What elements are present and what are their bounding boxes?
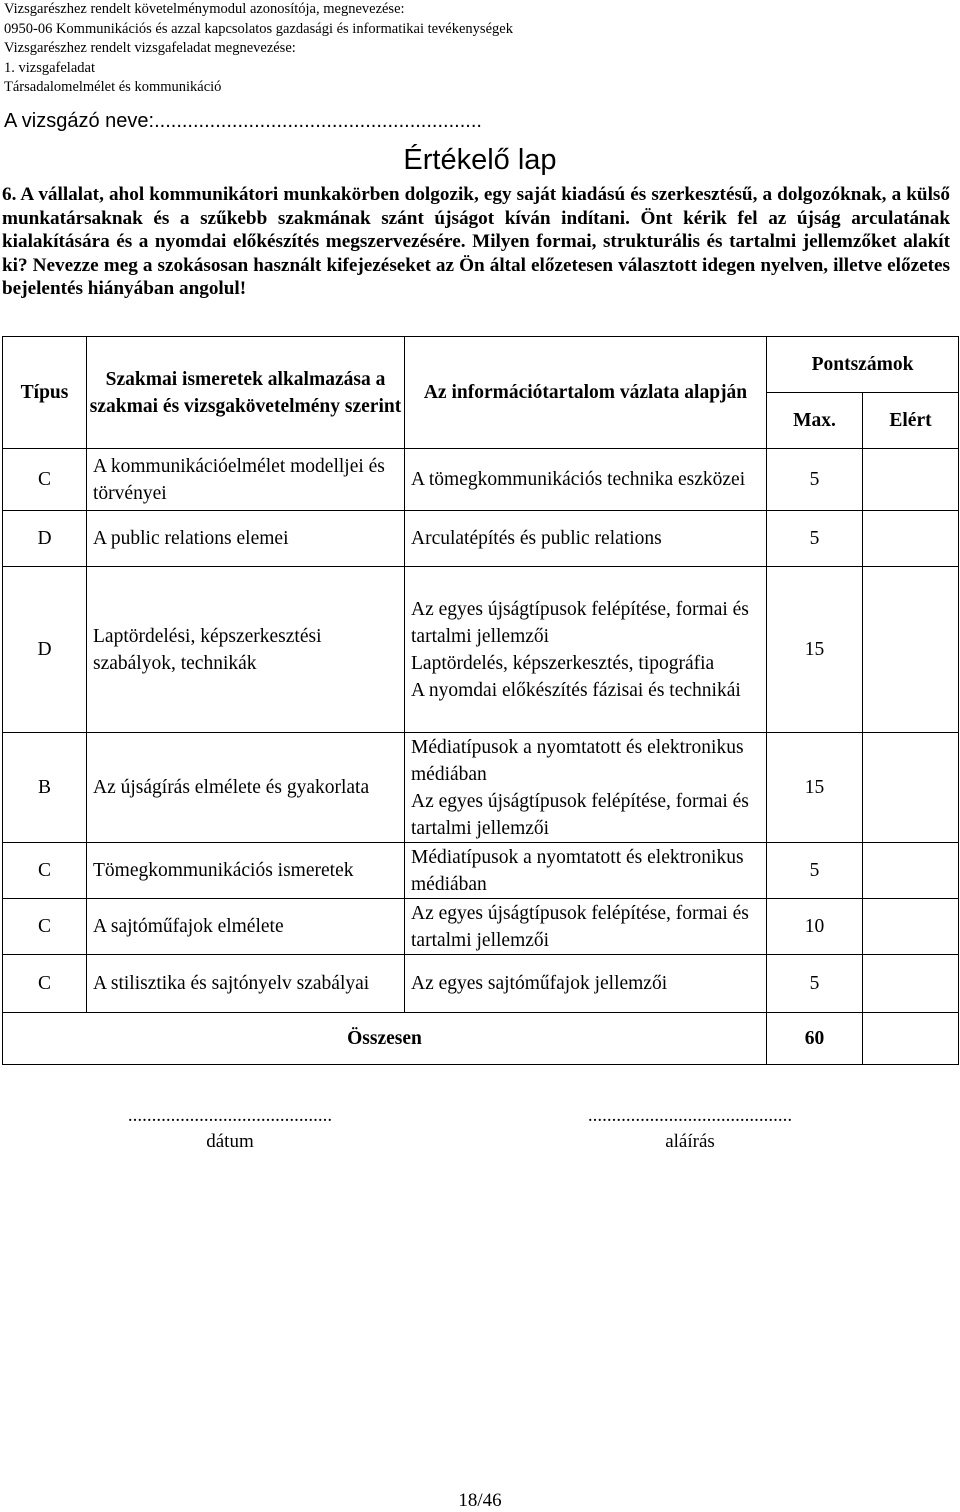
header-outline: Az információtartalom vázlata alapján [405, 337, 767, 449]
signature-block [540, 1103, 840, 1155]
cell-max: 5 [767, 449, 863, 511]
header-line: 1. vizsgafeladat [4, 59, 95, 76]
cell-type: C [3, 843, 87, 899]
outline-line: Az egyes újságtípusok felépítése, formai és tartalmi jellemzői [411, 598, 749, 647]
cell-knowledge: Az újságírás elmélete és gyakorlata [87, 733, 405, 843]
cell-knowledge: A sajtóműfajok elmélete [87, 899, 405, 955]
outline-line: Médiatípusok a nyomtatott és elektronikus médiában [411, 736, 744, 785]
cell-achieved [863, 733, 959, 843]
cell-outline: Az egyes sajtóműfajok jellemzői [405, 955, 767, 1013]
table-row [3, 567, 959, 733]
total-achieved [863, 1013, 959, 1065]
outline-line: Laptördelés, képszerkesztés, tipográfia [411, 652, 715, 674]
cell-achieved [863, 843, 959, 899]
date-dots: ........................................... [127, 1105, 333, 1126]
header-points: Pontszámok [767, 337, 959, 393]
cell-max: 5 [767, 511, 863, 567]
header-line: Vizsgarészhez rendelt követelménymodul azonosítója, megnevezése: [4, 1, 405, 17]
signature-label: aláírás [665, 1131, 715, 1152]
date-signature-block [80, 1103, 380, 1155]
page-title: Értékelő lap [403, 144, 557, 176]
outline-line: Az egyes újságtípusok felépítése, formai és tartalmi jellemzői [411, 790, 749, 839]
cell-max: 5 [767, 843, 863, 899]
cell-outline: Az egyes újságtípusok felépítése, formai és tartalmi jellemzői [405, 899, 767, 955]
cell-type: B [3, 733, 87, 843]
table-row [3, 511, 959, 567]
cell-max: 15 [767, 567, 863, 733]
task-description: 6. A vállalat, ahol kommunikátori munkakörben dolgozik, egy saját kiadású és szerkesztésű, a dolgozóknak, a külső munkatársaknak és a szűkebb szakmának szánt újságot kíván indítani. Önt kérik fel az újság arculatának kialakítására és a nyomdai előkészítés megszervezésére. Milyen formai, strukturális és tartalmi jellemzőket alakít ki? Nevezze meg a szokásosan használt kifejezéseket az Ön által előzetesen választott idegen nyelven, illetve előzetes bejelentés hiányában angolul! [2, 184, 950, 299]
header-achieved: Elért [863, 393, 959, 449]
cell-type: D [3, 511, 87, 567]
cell-type: C [3, 899, 87, 955]
cell-knowledge: Tömegkommunikációs ismeretek [87, 843, 405, 899]
page-number: 18/46 [458, 1490, 502, 1511]
cell-achieved [863, 567, 959, 733]
signature-dots: ........................................... [587, 1105, 793, 1126]
total-row [3, 1013, 959, 1065]
header-knowledge: Szakmai ismeretek alkalmazása a szakmai és vizsgakövetelmény szerint [87, 337, 405, 449]
cell-outline: Arculatépítés és public relations [405, 511, 767, 567]
cell-outline: Médiatípusok a nyomtatott és elektronikus médiában [405, 843, 767, 899]
table-row [3, 843, 959, 899]
date-label: dátum [206, 1131, 254, 1152]
total-value: 60 [767, 1013, 863, 1065]
cell-achieved [863, 449, 959, 511]
cell-achieved [863, 511, 959, 567]
cell-type: C [3, 955, 87, 1013]
cell-achieved [863, 955, 959, 1013]
table-row [3, 899, 959, 955]
cell-type: D [3, 567, 87, 733]
cell-outline [405, 567, 767, 733]
cell-knowledge: A public relations elemei [87, 511, 405, 567]
evaluation-table [2, 336, 959, 1065]
header-line: 0950-06 Kommunikációs és azzal kapcsolatos gazdasági és informatikai tevékenységek [4, 20, 513, 37]
cell-outline: A tömegkommunikációs technika eszközei [405, 449, 767, 511]
cell-achieved [863, 899, 959, 955]
header-type: Típus [3, 337, 87, 449]
total-label: Összesen [3, 1013, 767, 1065]
cell-max: 15 [767, 733, 863, 843]
cell-knowledge: A kommunikációelmélet modelljei és törvényei [87, 449, 405, 511]
header-line: Vizsgarészhez rendelt vizsgafeladat megnevezése: [4, 40, 296, 56]
table-row [3, 449, 959, 511]
cell-max: 5 [767, 955, 863, 1013]
header-max: Max. [767, 393, 863, 449]
outline-line: A nyomdai előkészítés fázisai és technikái [411, 679, 741, 701]
cell-max: 10 [767, 899, 863, 955]
cell-outline [405, 733, 767, 843]
table-row [3, 733, 959, 843]
document-header [4, 0, 513, 98]
cell-type: C [3, 449, 87, 511]
header-line: Társadalomelmélet és kommunikáció [4, 79, 222, 95]
candidate-name-field: A vizsgázó neve:........................................................... [4, 110, 482, 132]
cell-knowledge: Laptördelési, képszerkesztési szabályok, technikák [87, 567, 405, 733]
table-row [3, 955, 959, 1013]
cell-knowledge: A stilisztika és sajtónyelv szabályai [87, 955, 405, 1013]
